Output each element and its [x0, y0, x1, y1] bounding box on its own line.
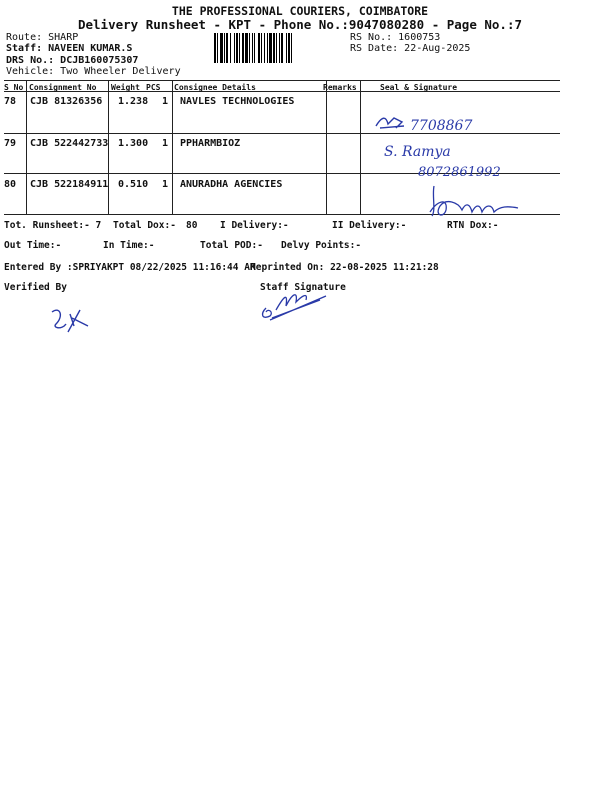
- total-dox-value: 80: [186, 220, 198, 231]
- row-consignee: NAVLES TECHNOLOGIES: [180, 96, 295, 107]
- reprinted-on: Reprinted On: 22-08-2025 11:21:28: [250, 262, 439, 273]
- in-time: In Time:-: [103, 240, 155, 251]
- rtn-dox: RTN Dox:-: [447, 220, 499, 231]
- barcode-image: [214, 33, 344, 63]
- total-pod: Total POD:-: [200, 240, 263, 251]
- drs-number: DRS No.: DCJB160075307: [6, 55, 139, 66]
- staff-signature-label: Staff Signature: [260, 282, 346, 293]
- total-dox-label: Total Dox:-: [113, 220, 176, 231]
- runsheet-subtitle: Delivery Runsheet - KPT - Phone No.:9047080280 - Page No.:7: [77, 17, 522, 32]
- row-pcs: 1: [162, 179, 169, 190]
- col-header-consignment: Consignment No: [29, 83, 97, 92]
- row-weight: 0.510: [118, 179, 149, 190]
- col-header-remarks: Remarks: [323, 83, 357, 92]
- row-pcs: 1: [162, 138, 169, 149]
- col-header-consignee: Consignee Details: [174, 83, 256, 92]
- col-header-sno: S No: [4, 83, 24, 92]
- row-consignment: CJB 522184911: [30, 179, 109, 190]
- total-runsheet: Tot. Runsheet:- 7: [4, 220, 102, 231]
- ii-delivery: II Delivery:-: [332, 220, 407, 231]
- row-consignment: CJB 81326356: [30, 96, 103, 107]
- staff-label: Staff: NAVEEN KUMAR.S: [6, 43, 133, 54]
- verified-by-label: Verified By: [4, 282, 67, 293]
- row-sno: 79: [4, 138, 17, 149]
- company-title: THE PROFESSIONAL COURIERS, COIMBATORE: [171, 4, 429, 18]
- col-header-weight: Weight: [111, 83, 140, 92]
- handwritten-signature-row3: [428, 182, 548, 222]
- rs-date: RS Date: 22-Aug-2025: [350, 43, 471, 54]
- row-consignee: PPHARMBIOZ: [180, 138, 241, 149]
- out-time: Out Time:-: [4, 240, 62, 251]
- row-sno: 80: [4, 179, 17, 190]
- route-label: Route: SHARP: [6, 32, 79, 43]
- vehicle-label: Vehicle: Two Wheeler Delivery: [6, 66, 181, 77]
- rs-number: RS No.: 1600753: [350, 32, 441, 43]
- row-weight: 1.238: [118, 96, 149, 107]
- staff-signature-mark: [256, 286, 336, 322]
- handwritten-signature-row1: [372, 106, 512, 136]
- i-delivery: I Delivery:-: [220, 220, 289, 231]
- col-header-pcs: PCS: [146, 83, 161, 92]
- handwritten-signature-row2: [380, 140, 560, 182]
- entered-by: Entered By :SPRIYAKPT 08/22/2025 11:16:44 AM: [4, 262, 256, 273]
- verifier-signature: [48, 304, 98, 334]
- row-consignee: ANURADHA AGENCIES: [180, 179, 283, 190]
- row1-phone-text: 7708867: [410, 118, 473, 134]
- row-consignment: CJB 522442733: [30, 138, 109, 149]
- row-sno: 78: [4, 96, 17, 107]
- row2-name-text: S. Ramya: [384, 144, 451, 160]
- row2-phone-text: 8072861992: [418, 165, 501, 180]
- col-header-seal: Seal & Signature: [380, 83, 458, 92]
- row-pcs: 1: [162, 96, 169, 107]
- row-weight: 1.300: [118, 138, 149, 149]
- delvy-points: Delvy Points:-: [281, 240, 362, 251]
